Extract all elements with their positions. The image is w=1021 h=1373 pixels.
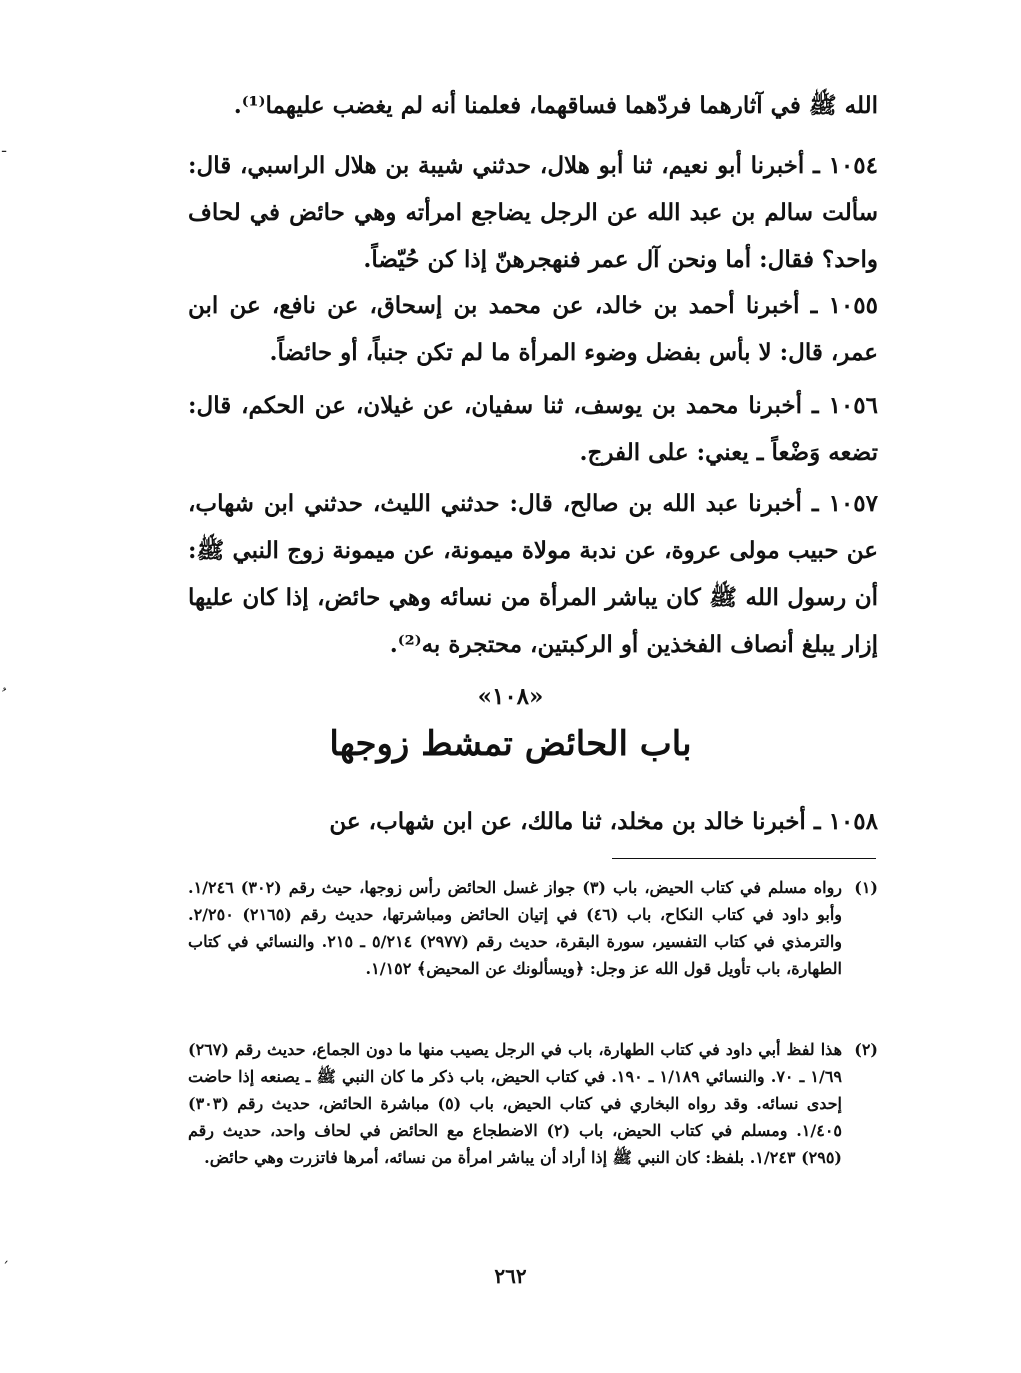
scan-mark: ﹸ — [2, 688, 7, 704]
footnote-2 — [188, 1036, 878, 1171]
section-title: باب الحائض تمشط زوجها — [329, 724, 692, 764]
footnote-1 — [188, 874, 878, 982]
scan-mark: ˏ — [2, 1248, 9, 1264]
page-number: ٢٦٢ — [494, 1264, 527, 1288]
footnote-separator — [612, 858, 876, 859]
footnote-number: (١) — [854, 878, 878, 897]
hadith-1057: ١٠٥٧ ـ أخبرنا عبد الله بن صالح، قال: حدثني الليث، حدثني ابن شهاب، عن حبيب مولى عروة، عن ندبة مولاة ميمونة، عن ميمونة زوج النبي ﷺ: أن رسول الله ﷺ كان يباشر المرأة من نسائه وهي حائض، إذا كان عليها إزار يبلغ أنصاف الفخذين أو الركبتين، محتجرة به⁽²⁾. — [188, 490, 878, 658]
hadith-1055: ١٠٥٥ ـ أخبرنا أحمد بن خالد، عن محمد بن إسحاق، عن نافع، عن ابن عمر، قال: لا بأس بفضل وضوء المرأة ما لم تكن جنباً، أو حائضاً. — [188, 292, 878, 366]
footnote-number: (٢) — [854, 1040, 878, 1059]
footnote-text: هذا لفظ أبي داود في كتاب الطهارة، باب في الرجل يصيب منها ما دون الجماع، حديث رقم (٢٦٧) ١/٦٩ ـ ٧٠. والنسائي ١/١٨٩ ـ ١٩٠. في كتاب الحيض، باب ذكر ما كان النبي ﷺ ـ يصنعه إذا حاضت إحدى نسائه. وقد رواه البخاري في كتاب الحيض، باب (٥) مباشرة الحائض، حديث رقم (٣٠٣) ١/٤٠٥. ومسلم في كتاب الحيض، باب (٢) الاضطجاع مع الحائض في لحاف واحد، حديث رقم (٢٩٥) ١/٢٤٣. بلفظ: كان النبي ﷺ إذا أراد أن يباشر امرأة من نسائه، أمرها فاتزرت وهي حائض. — [188, 1040, 843, 1167]
footnote-text: رواه مسلم في كتاب الحيض، باب (٣) جواز غسل الحائض رأس زوجها، حيث رقم (٣٠٢) ١/٢٤٦. وأبو داود في كتاب النكاح، باب (٤٦) في إتيان الحائض ومباشرتها، حديث رقم (٢١٦٥) ٢/٢٥٠. والترمذي في كتاب التفسير، سورة البقرة، حديث رقم (٢٩٧٧) ٥/٢١٤ ـ ٢١٥. والنسائي في كتاب الطهارة، باب تأويل قول الله عز وجل: ﴿ويسألونك عن المحيض﴾ ١/١٥٢. — [188, 878, 843, 978]
hadith-1058: ١٠٥٨ ـ أخبرنا خالد بن مخلد، ثنا مالك، عن ابن شهاب، عن — [329, 808, 878, 835]
section-number: «١٠٨» — [477, 683, 544, 710]
scan-mark: ـ — [2, 140, 7, 156]
hadith-1054: ١٠٥٤ ـ أخبرنا أبو نعيم، ثنا أبو هلال، حدثني شيبة بن هلال الراسبي، قال: سألت سالم بن عبد الله عن الرجل يضاجع امرأته وهي حائض في لحاف واحد؟ فقال: أما ونحن آل عمر فنهجرهنّ إذا كن حُيّضاً. — [188, 152, 878, 273]
hadith-1056: ١٠٥٦ ـ أخبرنا محمد بن يوسف، ثنا سفيان، عن غيلان، عن الحكم، قال: تضعه وَضْعاً ـ يعني: على الفرج. — [188, 392, 878, 466]
paragraph-continuation: الله ﷺ في آثارهما فردّهما فساقهما، فعلمنا أنه لم يغضب عليهما⁽¹⁾. — [233, 92, 878, 119]
